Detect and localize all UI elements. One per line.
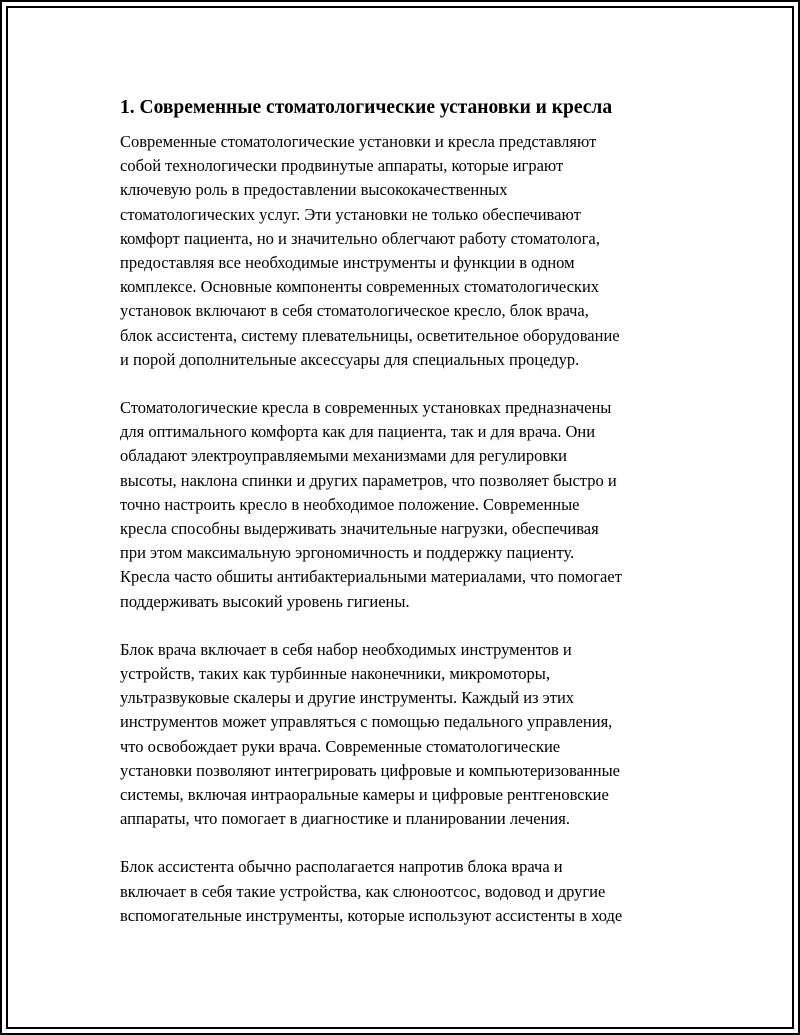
text-line: комплексе. Основные компоненты современных стоматологических bbox=[120, 277, 600, 297]
text-line: точно настроить кресло в необходимое положение. Современные bbox=[120, 494, 580, 514]
text-line: предоставляя все необходимые инструменты и функции в одном bbox=[120, 253, 575, 273]
text-line: стоматологических услуг. Эти установки не только обеспечивают bbox=[120, 204, 581, 224]
text-line: Кресла часто обшиты антибактериальными материалами, что помогает bbox=[120, 567, 622, 587]
text-line: установки позволяют интегрировать цифровые и компьютеризованные bbox=[120, 760, 621, 780]
text-line: вспомогательные инструменты, которые используют ассистенты в ходе bbox=[120, 905, 623, 925]
text-line: собой технологически продвинутые аппараты, которые играют bbox=[120, 156, 564, 176]
text-line: кресла способны выдерживать значительные нагрузки, обеспечивая bbox=[120, 519, 599, 539]
text-line: и порой дополнительные аксессуары для специальных процедур. bbox=[120, 349, 580, 369]
text-line: устройств, таких как турбинные наконечники, микромоторы, bbox=[120, 664, 551, 684]
text-line: при этом максимальную эргономичность и поддержку пациенту. bbox=[120, 543, 575, 563]
document-content bbox=[120, 94, 690, 952]
text-line: инструментов может управляться с помощью педального управления, bbox=[120, 712, 613, 732]
paragraph-4 bbox=[120, 855, 690, 928]
text-line: ключевую роль в предоставлении высококачественных bbox=[120, 180, 508, 200]
text-line: Блок врача включает в себя набор необходимых инструментов и bbox=[120, 639, 572, 659]
text-line: высоты, наклона спинки и других параметров, что позволяет быстро и bbox=[120, 470, 617, 490]
text-line: включает в себя такие устройства, как слюноотсос, водовод и другие bbox=[120, 881, 606, 901]
text-line: аппараты, что помогает в диагностике и планировании лечения. bbox=[120, 809, 570, 829]
text-line: что освобождает руки врача. Современные стоматологические bbox=[120, 736, 561, 756]
section-heading: 1. Современные стоматологические установки и кресла bbox=[120, 97, 613, 118]
paragraph-1 bbox=[120, 130, 690, 372]
text-line: обладают электроуправляемыми механизмами для регулировки bbox=[120, 446, 567, 466]
text-line: Стоматологические кресла в современных установках предназначены bbox=[120, 398, 612, 418]
text-line: комфорт пациента, но и значительно облегчают работу стоматолога, bbox=[120, 228, 600, 248]
text-line: Современные стоматологические установки и кресла представляют bbox=[120, 132, 597, 151]
text-line: блок ассистента, систему плевательницы, осветительное оборудование bbox=[120, 325, 620, 345]
paragraph-2 bbox=[120, 396, 690, 614]
text-line: поддерживать высокий уровень гигиены. bbox=[120, 591, 410, 611]
paragraph-3 bbox=[120, 638, 690, 832]
text-line: системы, включая интраоральные камеры и цифровые рентгеновские bbox=[120, 785, 609, 805]
text-line: ультразвуковые скалеры и другие инструменты. Каждый из этих bbox=[120, 688, 575, 708]
text-line: Блок ассистента обычно располагается напротив блока врача и bbox=[120, 857, 563, 877]
text-line: установок включают в себя стоматологическое кресло, блок врача, bbox=[120, 301, 589, 321]
text-line: для оптимального комфорта как для пациента, так и для врача. Они bbox=[120, 422, 596, 442]
